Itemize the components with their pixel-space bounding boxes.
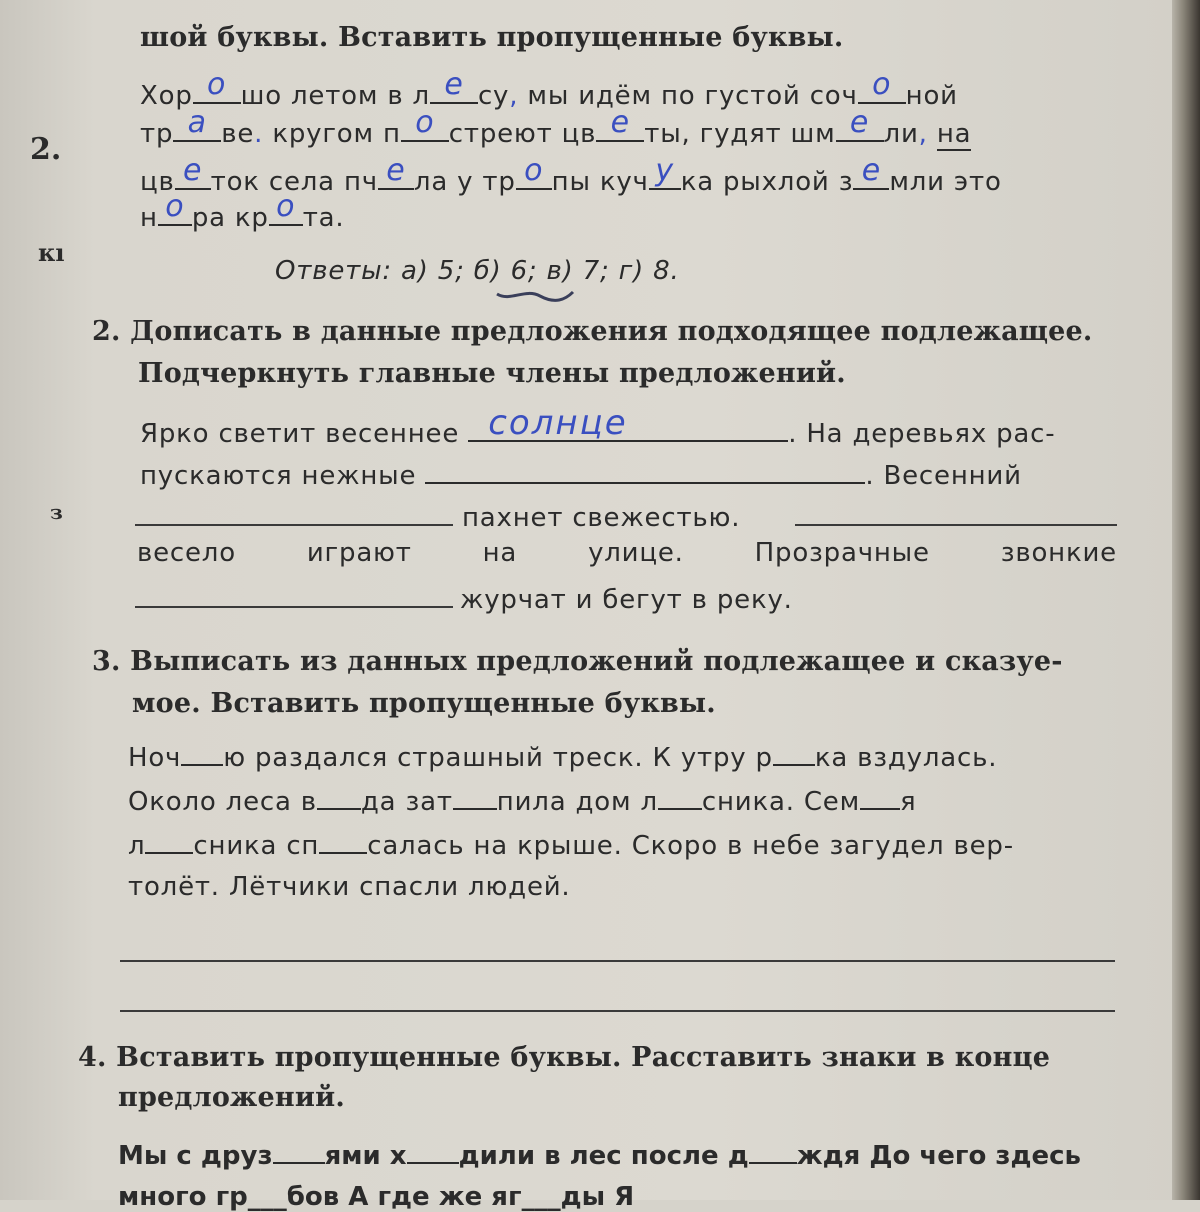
word: звонкие <box>1000 538 1117 568</box>
text: тр <box>140 119 174 149</box>
text: на <box>936 119 972 149</box>
word: на <box>482 538 518 568</box>
word: играют <box>306 538 412 568</box>
word: весело <box>137 538 236 568</box>
text: . На деревьях рас- <box>788 419 1056 449</box>
text: Ноч <box>128 743 182 773</box>
handwritten-letter: о <box>415 105 435 140</box>
text: пила дом л <box>496 787 658 817</box>
handwritten-answer: солнце <box>488 403 628 443</box>
exercise-1-header-tail: шой буквы. Вставить пропущенные буквы. <box>140 22 844 53</box>
ex2-line-2 <box>140 460 1022 491</box>
blank[interactable] <box>516 153 552 190</box>
subject-blank[interactable] <box>425 460 865 484</box>
text: да зат <box>360 787 453 817</box>
blank[interactable] <box>175 153 211 190</box>
text: мы идём по густой соч <box>527 81 858 111</box>
text: шо летом в л <box>240 81 430 111</box>
handwritten-letter: а <box>187 105 207 140</box>
margin-fragment: кı <box>38 238 65 267</box>
handwritten-letter: о <box>165 189 185 224</box>
blank[interactable] <box>596 105 644 142</box>
blank[interactable] <box>158 189 192 226</box>
ex3-line-1 <box>128 742 997 773</box>
text: мли это <box>889 167 1002 197</box>
blank[interactable] <box>749 1140 797 1164</box>
ex3-line-4: толёт. Лётчики спасли людей. <box>128 872 571 902</box>
text: салась на крыше. Скоро в небе загудел вер- <box>367 831 1014 861</box>
handwritten-letter: у <box>655 153 674 188</box>
exercise-3-title-line-1: 3. Выписать из данных предложений подлежащее и сказуе- <box>92 646 1063 677</box>
handwritten-letter: е <box>610 105 630 140</box>
text: ждя До чего здесь <box>796 1141 1081 1171</box>
blank[interactable] <box>836 105 884 142</box>
ex1-line-1: Хор о шо летом в л е су, мы идём по густой соч о ной <box>140 67 958 111</box>
blank[interactable] <box>269 189 303 226</box>
answer-line[interactable] <box>120 960 1115 962</box>
blank[interactable] <box>173 105 221 142</box>
blank[interactable] <box>193 67 241 104</box>
text: я <box>900 787 917 817</box>
text: Ярко светит весеннее <box>140 419 460 449</box>
text: л <box>128 831 146 861</box>
exercise-3-title-line-2: мое. Вставить пропущенные буквы. <box>132 688 716 719</box>
text: кругом п <box>272 119 401 149</box>
text: ной <box>905 81 958 111</box>
subject-blank[interactable] <box>795 524 1117 526</box>
text: ями х <box>324 1141 407 1171</box>
handwritten-letter: е <box>861 153 881 188</box>
answer-line[interactable] <box>120 1010 1115 1012</box>
ex2-line-1 <box>140 403 1056 449</box>
ex2-line-3-text: пахнет свежестью. <box>462 503 741 533</box>
text: пускаются нежные <box>140 461 417 491</box>
blank[interactable] <box>273 1140 325 1164</box>
subject-blank[interactable] <box>135 606 453 608</box>
blank[interactable] <box>430 67 478 104</box>
text: ла у тр <box>413 167 516 197</box>
text: ток села пч <box>210 167 378 197</box>
text: дили в лес после д <box>458 1141 749 1171</box>
subject-blank[interactable] <box>468 403 788 443</box>
blank[interactable] <box>378 153 414 190</box>
exercise-2-title-line-1: 2. Дописать в данные предложения подходящее подлежащее. <box>92 316 1093 347</box>
text: ве <box>221 119 255 149</box>
ex3-line-3 <box>128 830 1014 861</box>
blank[interactable] <box>401 105 449 142</box>
blank[interactable] <box>317 786 361 810</box>
exercise-4-title-line-1: 4. Вставить пропущенные буквы. Расставить знаки в конце <box>78 1042 1051 1073</box>
handwritten-squiggle <box>495 286 575 306</box>
text: сника сп <box>193 831 320 861</box>
text: ка вздулась. <box>814 743 998 773</box>
text: та. <box>302 203 345 233</box>
text: стреют цв <box>448 119 597 149</box>
blank[interactable] <box>453 786 497 810</box>
ex2-line-4 <box>137 538 1117 568</box>
text: ли <box>883 119 919 149</box>
blank[interactable] <box>858 67 906 104</box>
blank[interactable] <box>407 1140 459 1164</box>
handwritten-letter: е <box>444 67 464 102</box>
answer-options: Ответы: а) 5; б) 6; в) 7; г) 8. <box>275 256 680 286</box>
blank[interactable] <box>773 742 815 766</box>
handwritten-letter: е <box>386 153 406 188</box>
text: н <box>140 203 158 233</box>
word: улице. <box>588 538 684 568</box>
margin-fragment: з <box>50 500 63 524</box>
handwritten-letter: о <box>276 189 296 224</box>
text: Хор <box>140 81 193 111</box>
ex4-line-1 <box>118 1140 1081 1171</box>
text: ты, гудят шм <box>644 119 836 149</box>
ex4-line-2: много гр___бов А где же яг___ды Я <box>118 1182 635 1212</box>
exercise-4-title-line-2: предложений. <box>118 1082 345 1113</box>
page-edge <box>1172 0 1200 1200</box>
handwritten-letter: е <box>849 105 870 140</box>
blank[interactable] <box>181 742 223 766</box>
text: Около леса в <box>128 787 317 817</box>
text: ра кр <box>191 203 269 233</box>
ex3-line-2 <box>128 786 916 817</box>
subject-blank[interactable] <box>135 524 453 526</box>
blank[interactable] <box>649 153 681 190</box>
text: цв <box>140 167 175 197</box>
blank[interactable] <box>145 830 193 854</box>
exercise-2-title-line-2: Подчеркнуть главные члены предложений. <box>138 358 846 389</box>
handwritten-letter: о <box>872 67 892 102</box>
ex1-line-2: тр а ве. кругом п о стреют цв е ты, гудят шм е ли, на <box>140 105 972 149</box>
word: Прозрачные <box>754 538 930 568</box>
text: сника. Сем <box>701 787 861 817</box>
handwritten-letter: е <box>182 153 203 188</box>
ex2-line-5-text: журчат и бегут в реку. <box>460 585 793 615</box>
text: су <box>477 81 510 111</box>
margin-number: 2. <box>30 132 62 167</box>
blank[interactable] <box>658 786 702 810</box>
blank[interactable] <box>860 786 900 810</box>
handwritten-letter: о <box>524 153 544 188</box>
blank[interactable] <box>319 830 367 854</box>
blank[interactable] <box>853 153 889 190</box>
text: . Весенний <box>865 461 1022 491</box>
text: ю раздался страшный треск. К утру р <box>223 743 773 773</box>
text: Мы с друз <box>118 1141 273 1171</box>
ex1-line-4 <box>140 189 345 233</box>
text: ка рыхлой з <box>680 167 854 197</box>
text: пы куч <box>551 167 649 197</box>
handwritten-letter: о <box>207 67 227 102</box>
